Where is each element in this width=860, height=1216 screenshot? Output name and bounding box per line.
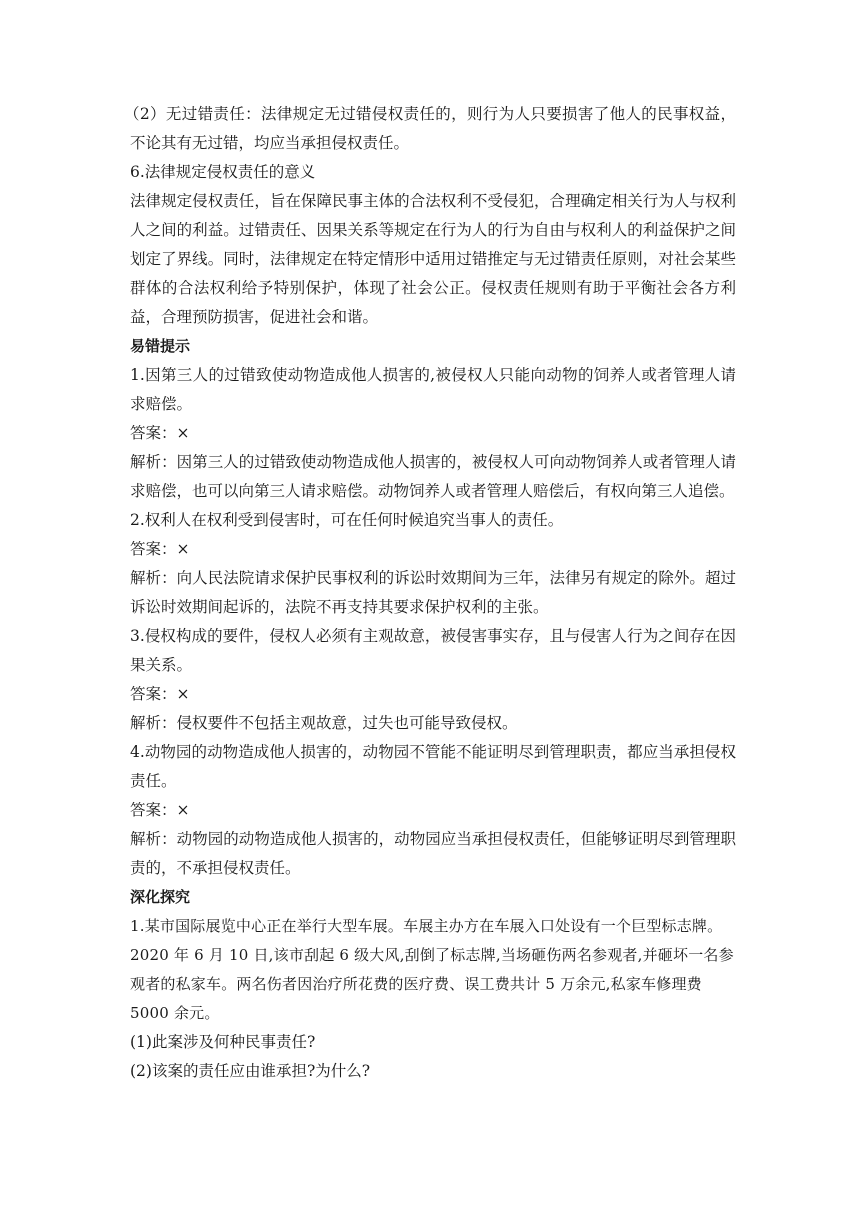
tip-answer: 答案：× xyxy=(130,424,190,442)
tip-2 xyxy=(130,506,736,622)
tip-answer: 答案：× xyxy=(130,801,190,819)
tip-answer: 答案：× xyxy=(130,540,190,558)
case-question-1: (1)此案涉及何种民事责任? xyxy=(130,1033,316,1051)
tip-question: 1.因第三人的过错致使动物造成他人损害的,被侵权人只能向动物的饲养人或者管理人请求赔偿。 xyxy=(130,366,736,413)
tip-3 xyxy=(130,622,736,738)
tip-4 xyxy=(130,738,736,883)
error-tips-heading: 易错提示 xyxy=(130,337,191,355)
tip-analysis: 解析：因第三人的过错致使动物造成他人损害的，被侵权人可向动物饲养人或者管理人请求赔偿，也可以向第三人请求赔偿。动物饲养人或者管理人赔偿后，有权向第三人追偿。 xyxy=(130,453,736,500)
tip-1 xyxy=(130,361,736,506)
tip-answer: 答案：× xyxy=(130,685,190,703)
section-6-body: 法律规定侵权责任，旨在保障民事主体的合法权利不受侵犯，合理确定相关行为人与权利人之间的利益。过错责任、因果关系等规定在行为人的行为自由与权利人的利益保护之间划定了界线。同时，法律规定在特定情形中适用过错推定与无过错责任原则，对社会某些群体的合法权利给予特别保护，体现了社会公正。侵权责任规则有助于平衡社会各方利益，合理预防损害，促进社会和谐。 xyxy=(130,192,736,326)
tip-question: 2.权利人在权利受到侵害时，可在任何时候追究当事人的责任。 xyxy=(130,511,564,529)
tip-question: 3.侵权构成的要件，侵权人必须有主观故意，被侵害事实存，且与侵害人行为之间存在因果关系。 xyxy=(130,627,736,674)
document-page xyxy=(124,100,736,1086)
no-fault-liability-paragraph: （2）无过错责任：法律规定无过错侵权责任的，则行为人只要损害了他人的民事权益，不论其有无过错，均应当承担侵权责任。 xyxy=(124,105,736,152)
tip-analysis: 解析：侵权要件不包括主观故意，过失也可能导致侵权。 xyxy=(130,714,518,732)
section-6-title: 6.法律规定侵权责任的意义 xyxy=(130,163,316,181)
tip-analysis: 解析：向人民法院请求保护民事权利的诉讼时效期间为三年，法律另有规定的除外。超过诉讼时效期间起诉的，法院不再支持其要求保护权利的主张。 xyxy=(130,569,736,616)
case-description: 1.某市国际展览中心正在举行大型车展。车展主办方在车展入口处设有一个巨型标志牌。2020 年 6 月 10 日,该市刮起 6 级大风,刮倒了标志牌,当场砸伤两名参观者,并砸坏一名参观者的私家车。两名伤者因治疗所花费的医疗费、误工费共计 5 万余元,私家车修理费 5000 余元。 xyxy=(130,917,734,1022)
case-question-2: (2)该案的责任应由谁承担?为什么? xyxy=(130,1062,371,1080)
tip-question: 4.动物园的动物造成他人损害的，动物园不管能不能证明尽到管理职责，都应当承担侵权责任。 xyxy=(130,743,736,790)
tip-analysis: 解析：动物园的动物造成他人损害的，动物园应当承担侵权责任，但能够证明尽到管理职责的，不承担侵权责任。 xyxy=(130,830,736,877)
explore-heading: 深化探究 xyxy=(130,888,191,906)
